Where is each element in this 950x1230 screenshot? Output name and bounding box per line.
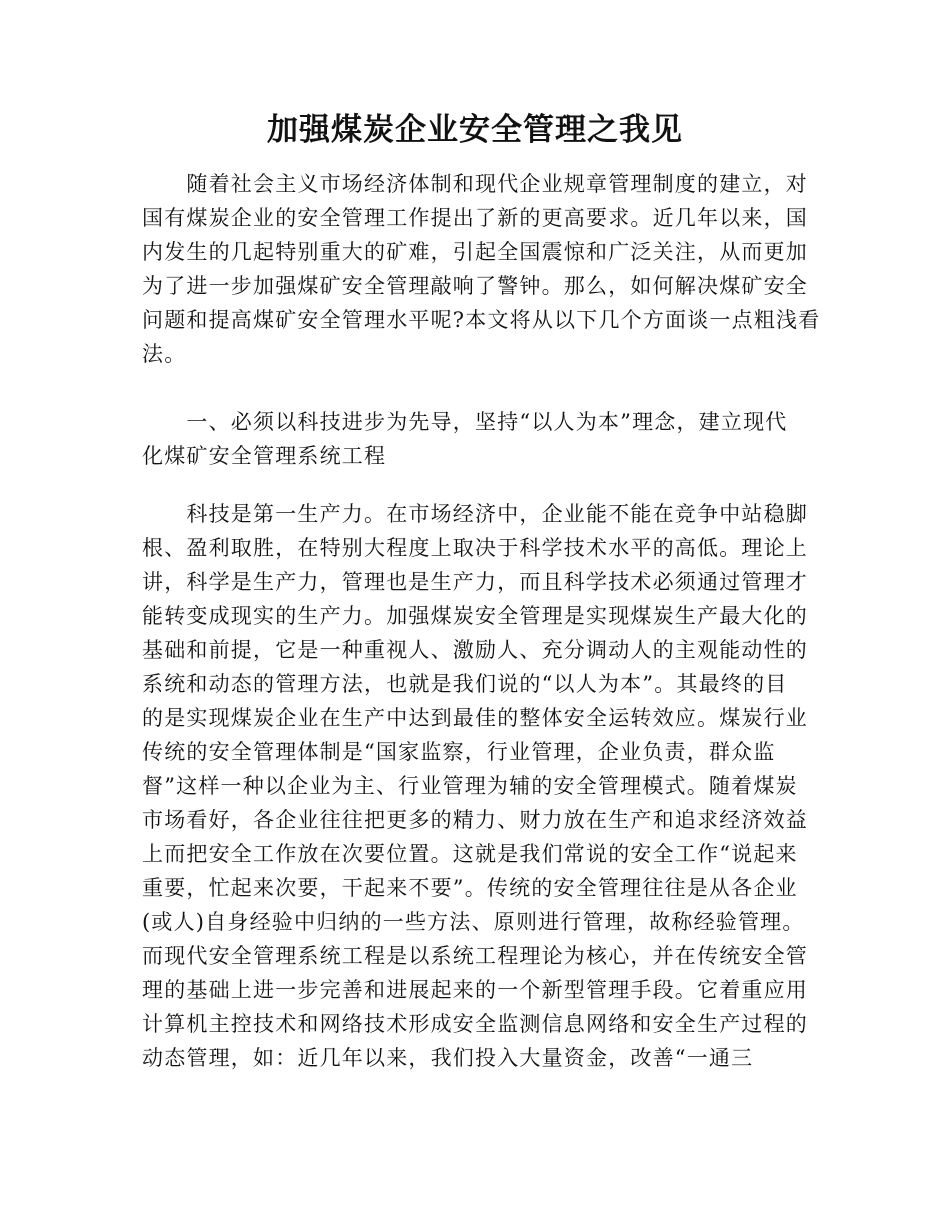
text-line: 一、必须以科技进步为先导，坚持“以人为本”理念，建立现代 <box>142 410 788 434</box>
text-line: 问题和提高煤矿安全管理水平呢?本文将从以下几个方面谈一点粗浅看 <box>142 308 821 332</box>
text-line: 重要，忙起来次要，干起来不要”。传统的安全管理往往是从各企业 <box>142 876 798 900</box>
text-line: 为了进一步加强煤矿安全管理敲响了警钟。那么，如何解决煤矿安全 <box>142 274 808 298</box>
section-heading-1 <box>142 405 787 473</box>
text-line: 内发生的几起特别重大的矿难，引起全国震惊和广泛关注，从而更加 <box>142 240 808 264</box>
text-line: 讲，科学是生产力，管理也是生产力，而且科学技术必须通过管理才 <box>142 570 808 594</box>
text-line: 的是实现煤炭企业在生产中达到最佳的整体安全运转效应。煤炭行业 <box>142 706 808 730</box>
paragraph-body <box>142 497 808 1075</box>
paragraph-intro <box>142 167 820 371</box>
text-line: 督”这样一种以企业为主、行业管理为辅的安全管理模式。随着煤炭 <box>142 774 798 798</box>
text-line: 而现代安全管理系统工程是以系统工程理论为核心，并在传统安全管 <box>142 944 808 968</box>
text-line: (或人)自身经验中归纳的一些方法、原则进行管理，故称经验管理。 <box>142 910 805 934</box>
text-line: 上而把安全工作放在次要位置。这就是我们常说的安全工作“说起来 <box>142 842 798 866</box>
text-line: 传统的安全管理体制是“国家监察，行业管理，企业负责，群众监 <box>142 740 776 764</box>
text-line: 计算机主控技术和网络技术形成安全监测信息网络和安全生产过程的 <box>142 1012 808 1036</box>
text-line: 动态管理，如：近几年以来，我们投入大量资金，改善“一通三 <box>142 1046 754 1070</box>
text-line: 基础和前提，它是一种重视人、激励人、充分调动人的主观能动性的 <box>142 638 808 662</box>
text-line: 国有煤炭企业的安全管理工作提出了新的更高要求。近几年以来，国 <box>142 206 808 230</box>
document-title: 加强煤炭企业安全管理之我见 <box>267 112 683 148</box>
text-line: 根、盈利取胜，在特别大程度上取决于科学技术水平的高低。理论上 <box>142 536 808 560</box>
text-line: 理的基础上进一步完善和进展起来的一个新型管理手段。它着重应用 <box>142 978 808 1002</box>
text-line: 能转变成现实的生产力。加强煤炭安全管理是实现煤炭生产最大化的 <box>142 604 808 628</box>
text-line: 市场看好，各企业往往把更多的精力、财力放在生产和追求经济效益 <box>142 808 808 832</box>
text-line: 系统和动态的管理方法，也就是我们说的“以人为本”。其最终的目 <box>142 672 788 696</box>
text-line: 随着社会主义市场经济体制和现代企业规章管理制度的建立，对 <box>142 172 808 196</box>
text-line: 法。 <box>142 342 187 366</box>
text-line: 化煤矿安全管理系统工程 <box>142 444 387 468</box>
text-line: 科技是第一生产力。在市场经济中，企业能不能在竞争中站稳脚 <box>142 502 808 526</box>
